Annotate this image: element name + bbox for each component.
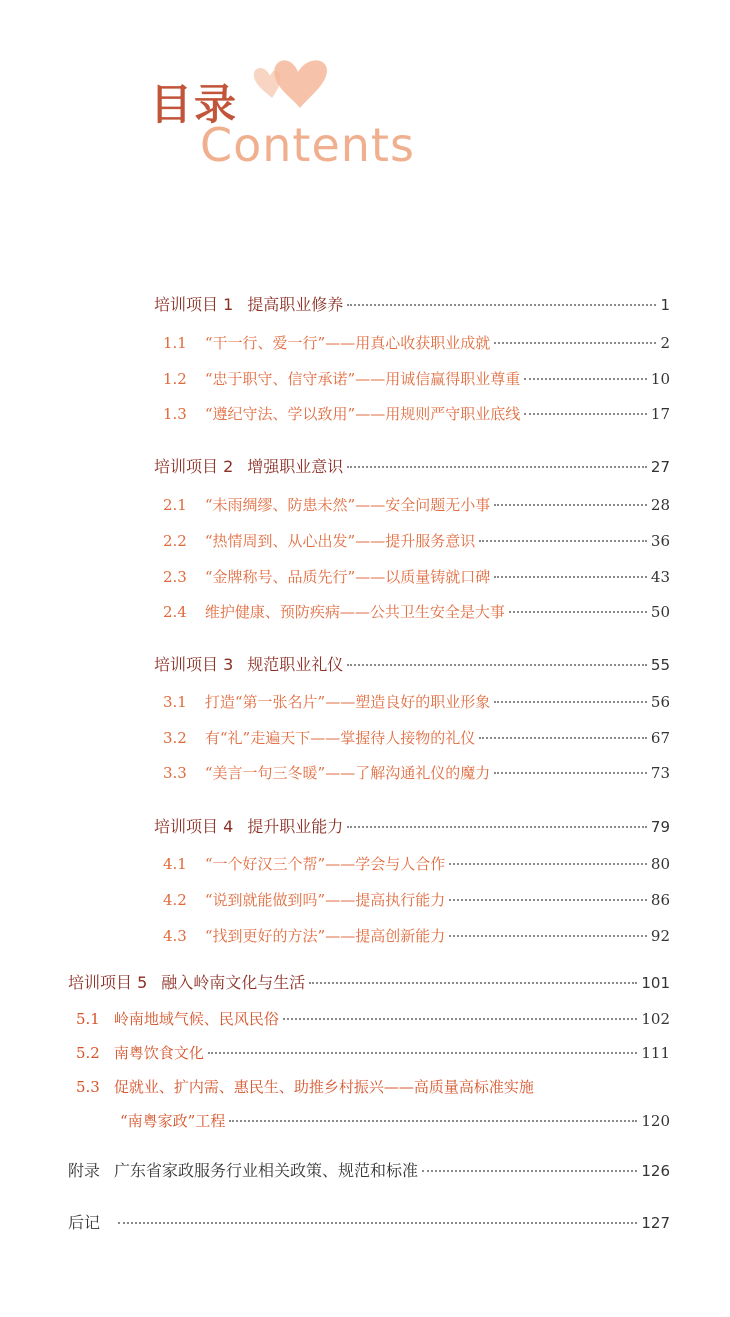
toc-entry-title: “未雨绸缪、防患未然”——安全问题无小事 xyxy=(204,496,491,514)
toc-entry[interactable] xyxy=(163,889,670,910)
hearts-icon xyxy=(250,54,335,114)
toc-entry-title: 南粤饮食文化 xyxy=(113,1044,204,1062)
toc-entry[interactable] xyxy=(163,530,670,551)
toc-entry[interactable] xyxy=(154,652,670,675)
toc-title-block xyxy=(150,60,470,180)
toc-entry[interactable] xyxy=(163,332,670,353)
toc-entry-title: 有“礼”走遍天下——掌握待人接物的礼仪 xyxy=(204,729,476,747)
toc-entry[interactable] xyxy=(76,1042,670,1063)
toc-entry[interactable] xyxy=(163,727,670,748)
toc-page-number: 36 xyxy=(650,532,670,550)
dot-leader xyxy=(509,611,647,613)
toc-entry[interactable] xyxy=(154,292,670,315)
dot-leader xyxy=(479,737,647,739)
toc-entry[interactable] xyxy=(163,601,670,622)
toc-entry-number: 培训项目 5 xyxy=(68,973,148,992)
toc-entry[interactable] xyxy=(163,368,670,389)
toc-entry-number: 2.2 xyxy=(163,532,187,550)
toc-entry-number: 3.1 xyxy=(163,693,187,711)
toc-entry-title: “忠于职守、信守承诺”——用诚信赢得职业尊重 xyxy=(204,370,521,388)
dot-leader xyxy=(118,1222,637,1224)
toc-page-number: 86 xyxy=(650,891,670,909)
toc-entry-number: 2.1 xyxy=(163,496,187,514)
toc-entry-title: “干一行、爱一行”——用真心收获职业成就 xyxy=(204,334,491,352)
toc-entry-number: 3.2 xyxy=(163,729,187,747)
toc-entry-number: 5.3 xyxy=(76,1078,100,1096)
toc-entry-number: 4.1 xyxy=(163,855,187,873)
toc-page-number: 1 xyxy=(660,296,670,314)
toc-page-number: 120 xyxy=(641,1112,670,1130)
toc-entry-continuation[interactable] xyxy=(120,1110,670,1131)
toc-entry[interactable] xyxy=(154,454,670,477)
dot-leader xyxy=(524,413,647,415)
dot-leader xyxy=(494,772,647,774)
toc-page-number: 43 xyxy=(650,568,670,586)
page-subtitle: Contents xyxy=(200,118,415,172)
toc-entry[interactable] xyxy=(76,1076,670,1097)
dot-leader xyxy=(347,466,647,468)
toc-entry-number: 培训项目 2 xyxy=(154,457,234,476)
dot-leader xyxy=(309,982,637,984)
toc-entry-title: 维护健康、预防疾病——公共卫生安全是大事 xyxy=(204,603,505,621)
dot-leader xyxy=(449,863,647,865)
toc-page-number: 101 xyxy=(641,974,670,992)
toc-entry[interactable] xyxy=(68,970,670,993)
toc-entry-title: “遵纪守法、学以致用”——用规则严守职业底线 xyxy=(204,405,521,423)
toc-entry[interactable] xyxy=(68,1158,670,1181)
toc-page-number: 10 xyxy=(650,370,670,388)
toc-page-number: 28 xyxy=(650,496,670,514)
toc-entry-title: “美言一句三冬暖”——了解沟通礼仪的魔力 xyxy=(204,764,491,782)
toc-entry[interactable] xyxy=(68,1210,670,1233)
dot-leader xyxy=(449,899,647,901)
toc-page-number: 55 xyxy=(650,656,670,674)
toc-page-number: 126 xyxy=(641,1162,670,1180)
toc-entry-number: 4.3 xyxy=(163,927,187,945)
toc-entry-number: 附录 xyxy=(68,1161,101,1180)
dot-leader xyxy=(494,504,647,506)
toc-page-number: 80 xyxy=(650,855,670,873)
toc-entry-title-line2: “南粤家政”工程 xyxy=(120,1112,226,1130)
toc-page-number: 50 xyxy=(650,603,670,621)
toc-page-number: 2 xyxy=(660,334,670,352)
dot-leader xyxy=(347,304,656,306)
page-title: 目录 xyxy=(150,80,239,129)
toc-entry-number: 3.3 xyxy=(163,764,187,782)
dot-leader xyxy=(449,935,647,937)
toc-entry-number: 2.3 xyxy=(163,568,187,586)
toc-entry-title: “金牌称号、品质先行”——以质量铸就口碑 xyxy=(204,568,491,586)
toc-entry-number: 培训项目 4 xyxy=(154,817,234,836)
dot-leader xyxy=(422,1170,637,1172)
toc-page-number: 56 xyxy=(650,693,670,711)
toc-page-number: 102 xyxy=(641,1010,670,1028)
toc-entry-title: 增强职业意识 xyxy=(247,457,344,476)
toc-entry[interactable] xyxy=(163,762,670,783)
toc-page-number: 79 xyxy=(650,818,670,836)
toc-page-number: 27 xyxy=(650,458,670,476)
toc-entry-title: “找到更好的方法”——提高创新能力 xyxy=(204,927,446,945)
toc-page-number: 67 xyxy=(650,729,670,747)
toc-page-number: 17 xyxy=(650,405,670,423)
toc-page-number: 92 xyxy=(650,927,670,945)
toc-entry-number: 1.2 xyxy=(163,370,187,388)
toc-entry[interactable] xyxy=(163,566,670,587)
toc-page-number: 127 xyxy=(641,1214,670,1232)
toc-entry-number: 培训项目 3 xyxy=(154,655,234,674)
toc-entry-title: 促就业、扩内需、惠民生、助推乡村振兴——高质量高标准实施 xyxy=(113,1078,534,1096)
toc-entry-number: 1.3 xyxy=(163,405,187,423)
dot-leader xyxy=(208,1052,637,1054)
toc-entry-title: “热情周到、从心出发”——提升服务意识 xyxy=(204,532,476,550)
toc-entry[interactable] xyxy=(76,1008,670,1029)
dot-leader xyxy=(524,378,647,380)
toc-entry-title: 提高职业修养 xyxy=(247,295,344,314)
dot-leader xyxy=(494,576,647,578)
dot-leader xyxy=(494,701,647,703)
toc-entry-number: 后记 xyxy=(68,1213,101,1232)
toc-entry-number: 5.1 xyxy=(76,1010,100,1028)
toc-entry-title: 打造“第一张名片”——塑造良好的职业形象 xyxy=(204,693,491,711)
toc-entry-title: 提升职业能力 xyxy=(247,817,344,836)
toc-entry-title: “一个好汉三个帮”——学会与人合作 xyxy=(204,855,446,873)
toc-entry[interactable] xyxy=(163,925,670,946)
toc-entry[interactable] xyxy=(163,403,670,424)
toc-entry[interactable] xyxy=(163,853,670,874)
toc-entry[interactable] xyxy=(154,814,670,837)
toc-entry-title: 融入岭南文化与生活 xyxy=(161,973,306,992)
toc-entry-number: 培训项目 1 xyxy=(154,295,234,314)
toc-entry-title: 规范职业礼仪 xyxy=(247,655,344,674)
dot-leader xyxy=(347,826,647,828)
toc-entry-title: 广东省家政服务行业相关政策、规范和标准 xyxy=(114,1161,419,1180)
dot-leader xyxy=(283,1018,637,1020)
dot-leader xyxy=(494,342,656,344)
dot-leader xyxy=(479,540,647,542)
dot-leader xyxy=(229,1120,637,1122)
toc-page-number: 73 xyxy=(650,764,670,782)
toc-entry-title: “说到就能做到吗”——提高执行能力 xyxy=(204,891,446,909)
toc-entry-number: 1.1 xyxy=(163,334,187,352)
toc-entry[interactable] xyxy=(163,691,670,712)
toc-entry[interactable] xyxy=(163,494,670,515)
toc-entry-number: 2.4 xyxy=(163,603,187,621)
toc-entry-number: 4.2 xyxy=(163,891,187,909)
toc-entry-title: 岭南地域气候、民风民俗 xyxy=(113,1010,279,1028)
toc-entry-number: 5.2 xyxy=(76,1044,100,1062)
toc-page-number: 111 xyxy=(641,1044,670,1062)
dot-leader xyxy=(347,664,647,666)
